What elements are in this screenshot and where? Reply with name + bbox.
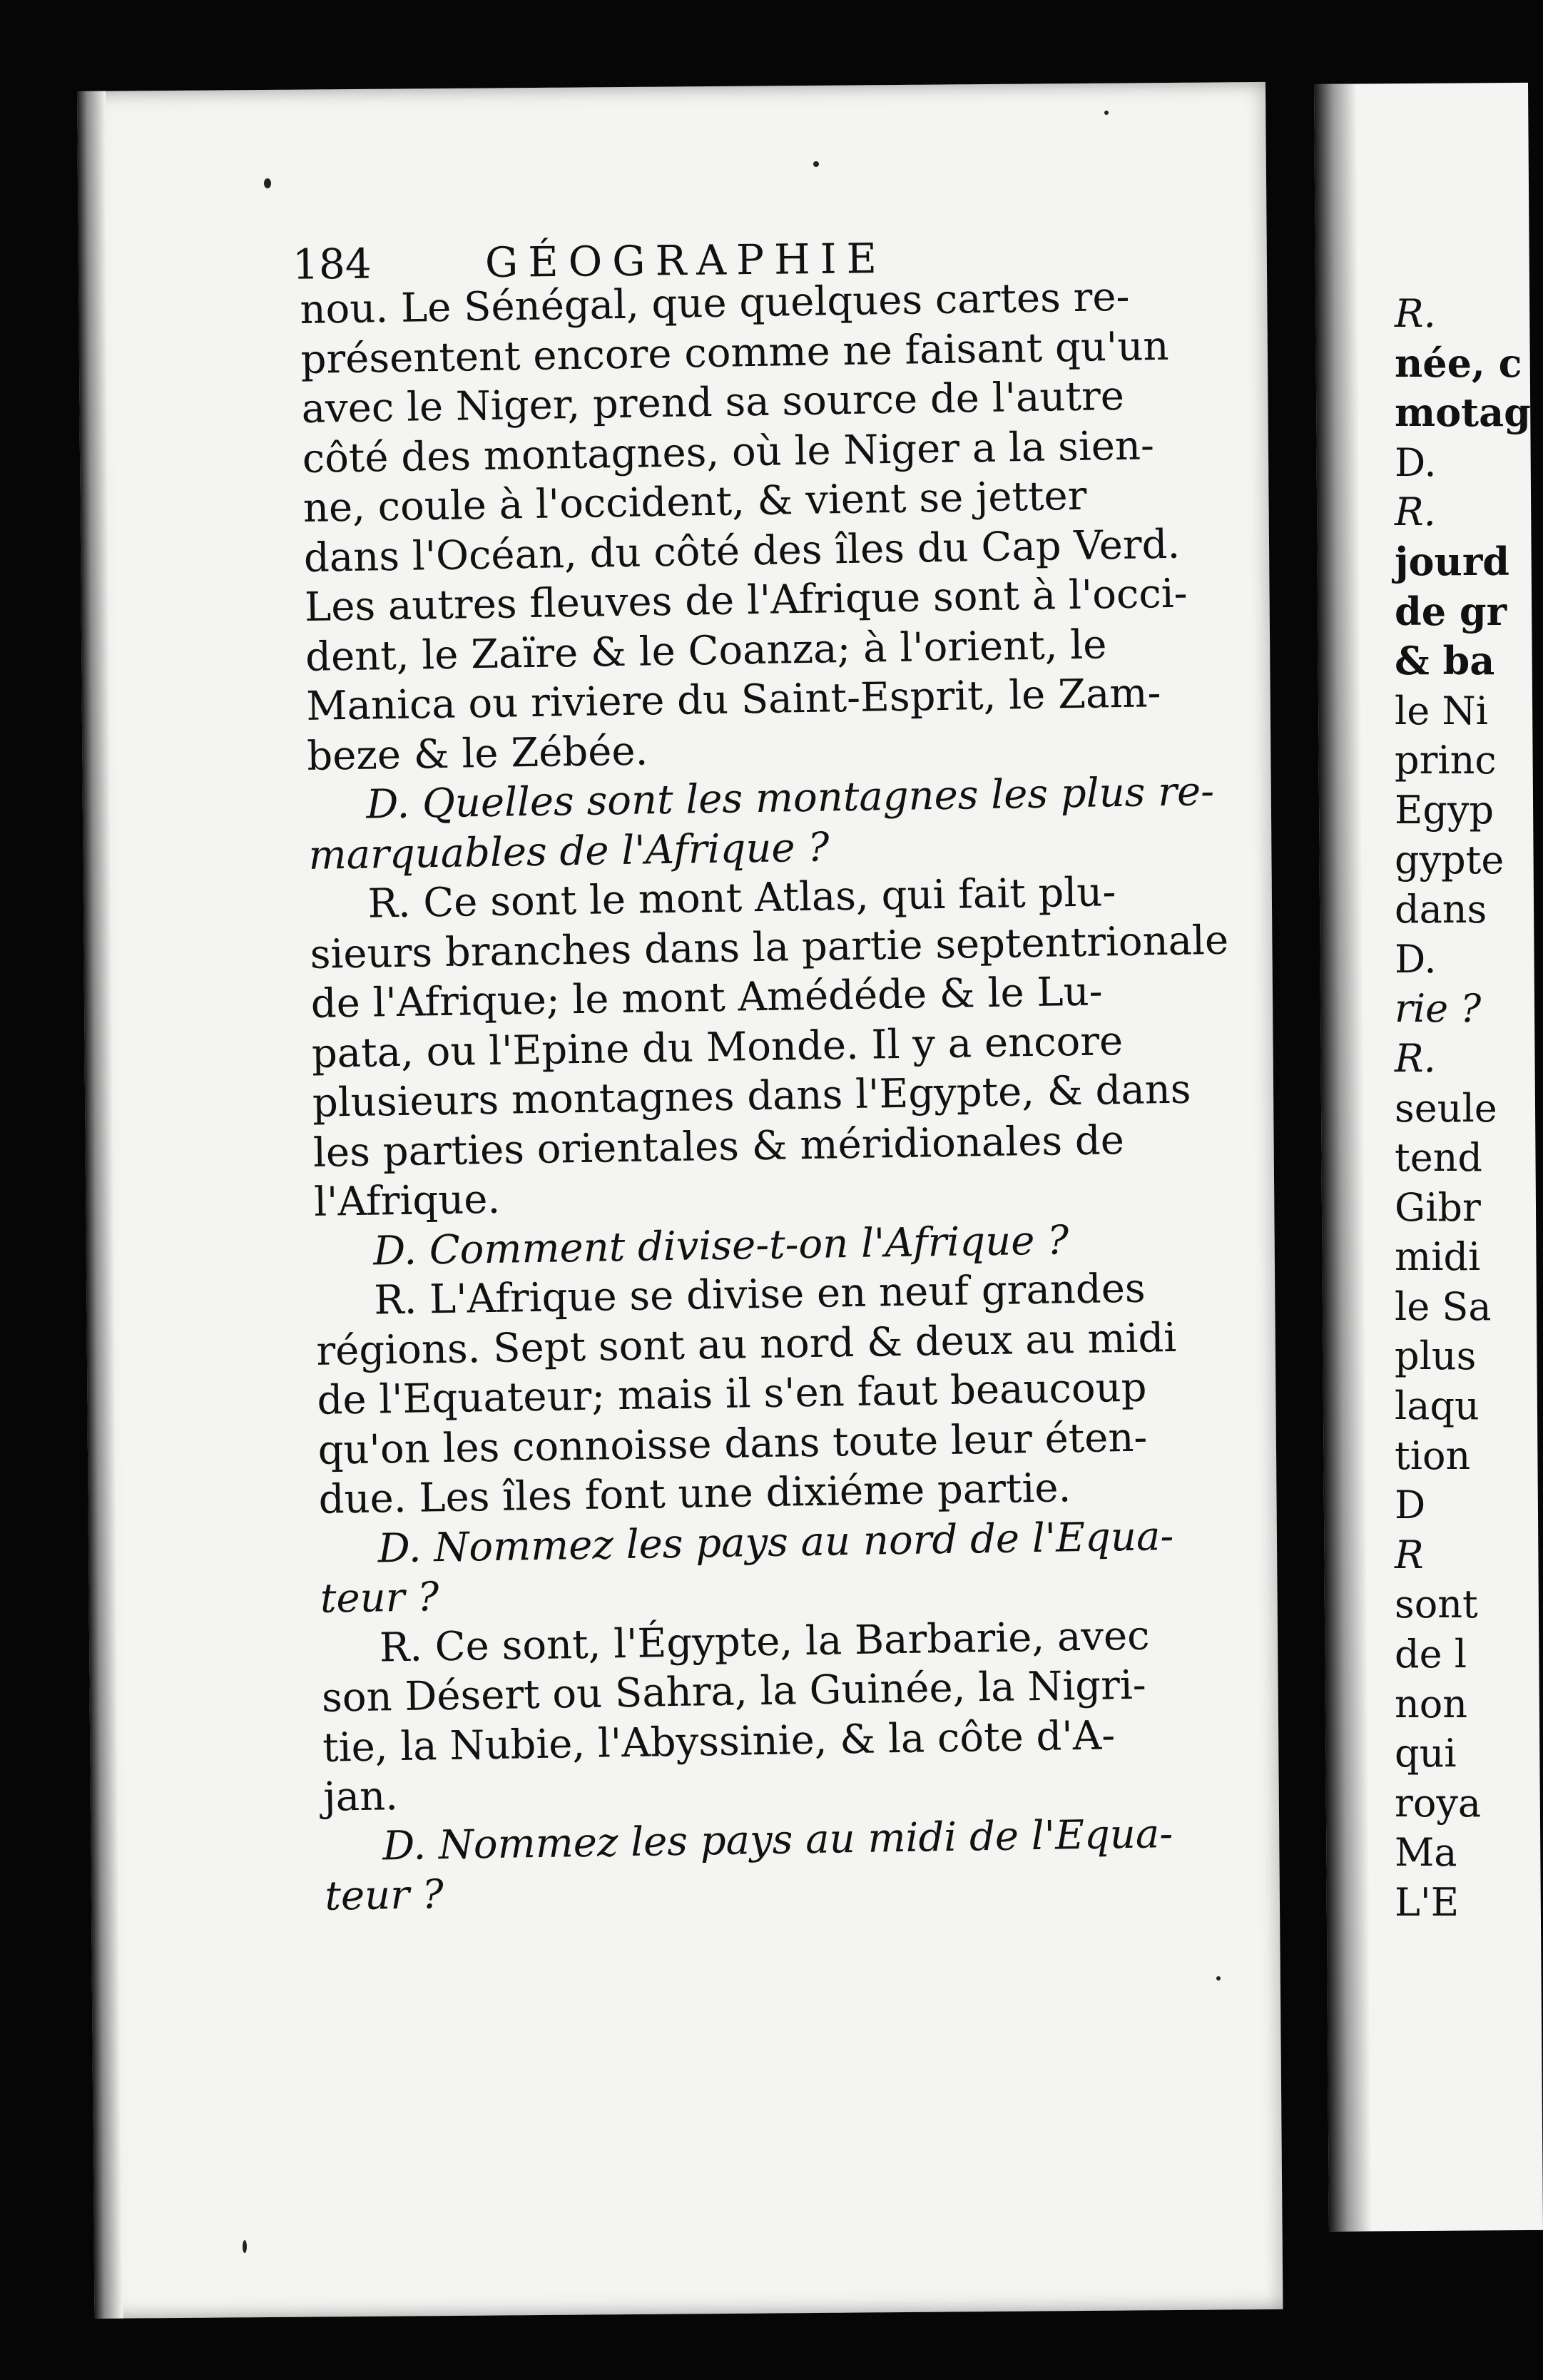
right-page-text-fragments <box>1395 289 1531 1928</box>
text-line: pata, ou l'Epine du Monde. Il y a encore <box>311 1017 1124 1077</box>
fragment-line: non <box>1395 1681 1468 1726</box>
left-page-text <box>300 271 1229 1921</box>
right-page-gutter-shadow <box>1314 84 1372 2232</box>
question-line: teur ? <box>324 1871 444 1920</box>
text-line: régions. Sept sont au nord & deux au midi <box>315 1314 1177 1375</box>
text-line: Les autres fleuves de l'Afrique sont à l'occi- <box>304 570 1188 631</box>
fragment-line: de gr <box>1395 588 1507 634</box>
fragment-line: qui <box>1395 1731 1457 1776</box>
fragment-line: rie ? <box>1395 986 1482 1032</box>
fragment-line: sont <box>1395 1582 1478 1627</box>
text-line: due. Les îles font une dixiéme partie. <box>318 1465 1071 1523</box>
question-line: D. Comment divise-t-on l'Afrique ? <box>372 1216 1069 1275</box>
question-line: D. Nommez les pays au midi de l'Equa- <box>382 1810 1173 1869</box>
text-line: avec le Niger, prend sa source de l'autre <box>301 372 1125 432</box>
text-line: de l'Afrique; le mont Amédéde & le Lu- <box>310 968 1104 1027</box>
text-line: dent, le Zaïre & le Coanza; à l'orient, le <box>305 621 1107 681</box>
text-line: tie, la Nubie, l'Abyssinie, & la côte d'A- <box>322 1712 1116 1771</box>
fragment-line: tion <box>1395 1433 1471 1478</box>
fragment-line: L'E <box>1395 1880 1460 1925</box>
fragment-line: le Ni <box>1395 688 1488 733</box>
question-line: marquables de l'Afrique ? <box>308 823 830 879</box>
fragment-line: jourd <box>1395 538 1510 584</box>
fragment-line: plus <box>1395 1333 1477 1379</box>
fragment-line: roya <box>1395 1780 1482 1826</box>
text-line: l'Afrique. <box>313 1176 501 1226</box>
answer-line: R. L'Afrique se divise en neuf grandes <box>373 1265 1146 1324</box>
ink-speck <box>813 161 819 167</box>
running-title: GÉOGRAPHIE <box>484 234 887 287</box>
fragment-line: D. <box>1395 439 1437 485</box>
fragment-line: seule <box>1395 1085 1497 1131</box>
question-line: D. Quelles sont les montagnes les plus re- <box>365 768 1215 828</box>
fragment-line: R. <box>1395 1035 1436 1081</box>
question-line: D. Nommez les pays au nord de l'Equa- <box>377 1512 1174 1572</box>
fragment-line: Ma <box>1395 1830 1457 1876</box>
fragment-line: R. <box>1395 489 1436 535</box>
fragment-line: née, c <box>1395 340 1522 386</box>
fragment-line: dans <box>1395 887 1487 932</box>
text-line: sieurs branches dans la partie septentrionale <box>310 917 1229 978</box>
fragment-line: D. <box>1395 936 1437 982</box>
left-page-gutter-shadow <box>77 91 123 2319</box>
ink-speck <box>1216 1976 1221 1980</box>
fragment-line: le Sa <box>1395 1283 1492 1329</box>
text-line: son Désert ou Sahra, la Guinée, la Nigri- <box>321 1662 1147 1722</box>
fragment-line: gypte <box>1395 837 1504 883</box>
text-line: présentent encore comme ne faisant qu'un <box>300 322 1169 383</box>
ink-speck <box>264 178 271 188</box>
page-number: 184 <box>292 239 372 289</box>
fragment-line: de l <box>1395 1632 1467 1677</box>
fragment-line: princ <box>1395 738 1497 783</box>
fragment-line: R. <box>1395 291 1436 336</box>
text-line: Manica ou riviere du Saint-Esprit, le Zam- <box>305 670 1161 730</box>
text-line: côté des montagnes, où le Niger a la sien- <box>302 422 1155 482</box>
fragment-line: & ba <box>1395 638 1495 684</box>
fragment-line: Gibr <box>1395 1184 1481 1230</box>
fragment-line: Egyp <box>1395 787 1494 833</box>
answer-line: R. Ce sont, l'Égypte, la Barbarie, avec <box>379 1612 1150 1671</box>
text-line: de l'Equateur; mais il s'en faut beaucoup <box>317 1364 1147 1424</box>
text-line: jan. <box>322 1773 399 1821</box>
text-line: plusieurs montagnes dans l'Egypte, & dans <box>312 1066 1192 1127</box>
ink-speck <box>1104 111 1109 115</box>
fragment-line: R <box>1395 1532 1424 1577</box>
fragment-line: midi <box>1395 1234 1481 1280</box>
fragment-line: motag <box>1395 390 1531 436</box>
text-line: beze & le Zébée. <box>306 727 648 780</box>
text-line: ne, coule à l'occident, & vient se jetter <box>302 472 1087 532</box>
fragment-line: laqu <box>1395 1383 1480 1429</box>
question-line: teur ? <box>320 1574 439 1622</box>
answer-line: R. Ce sont le mont Atlas, qui fait plu- <box>367 869 1116 927</box>
ink-speck <box>243 2240 247 2253</box>
text-line: dans l'Océan, du côté des îles du Cap Verd. <box>303 521 1181 581</box>
fragment-line: D <box>1395 1483 1426 1528</box>
fragment-line: tend <box>1395 1135 1483 1181</box>
text-line: nou. Le Sénégal, que quelques cartes re- <box>300 273 1130 333</box>
text-line: les parties orientales & méridionales de <box>312 1117 1125 1176</box>
text-line: qu'on les connoisse dans toute leur éten- <box>317 1414 1148 1474</box>
